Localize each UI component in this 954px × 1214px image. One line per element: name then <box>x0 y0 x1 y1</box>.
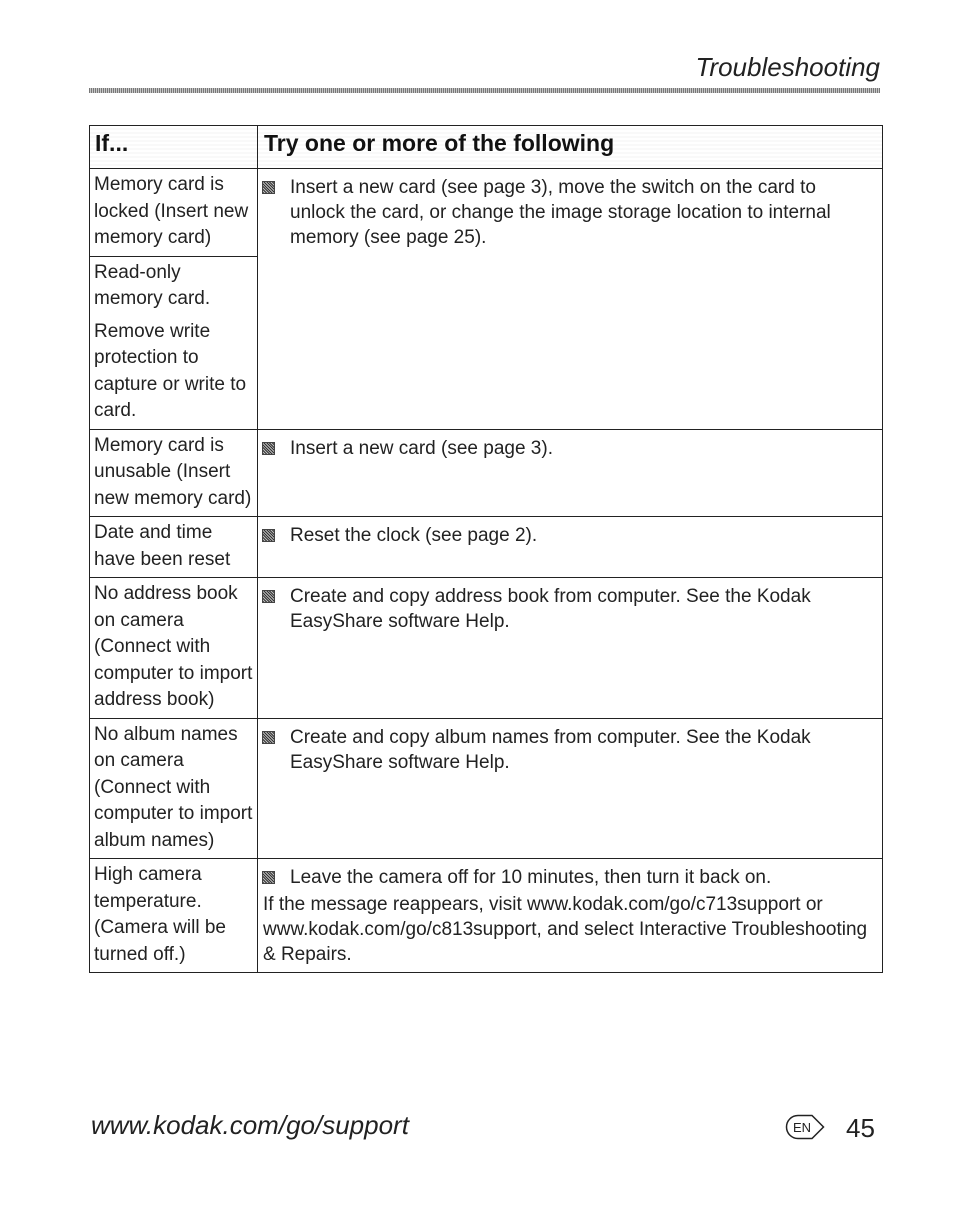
table-row <box>90 429 883 517</box>
solution-bullet <box>263 523 874 548</box>
solution-bullet <box>263 436 874 461</box>
condition-text: No address book on camera (Connect with computer to import address book) <box>94 583 253 710</box>
checkered-square-bullet-icon <box>263 591 274 602</box>
condition-text: Memory card is unusable (Insert new memory card) <box>94 434 252 509</box>
solution-text: Create and copy album names from computer. See the Kodak EasyShare software Help. <box>290 726 811 773</box>
solution-text: Insert a new card (see page 3). <box>290 437 553 459</box>
condition-text: No album names on camera (Connect with computer to import album names) <box>94 723 253 851</box>
solution-bullet <box>263 725 874 775</box>
language-badge <box>785 1114 825 1140</box>
checkered-square-bullet-icon <box>263 530 274 541</box>
solution-text: Create and copy address book from computer. See the Kodak EasyShare software Help. <box>290 586 811 632</box>
troubleshooting-table <box>89 125 883 973</box>
condition-cell <box>90 517 258 578</box>
solution-text: Leave the camera off for 10 minutes, then turn it back on. <box>290 867 772 888</box>
solution-text: Insert a new card (see page 3), move the switch on the card to unlock the card, or change the image storage location to internal memory (see page 25). <box>290 177 831 248</box>
checkered-square-bullet-icon <box>263 732 274 743</box>
checkered-square-bullet-icon <box>263 872 274 883</box>
solution-note: If the message reappears, visit www.kodak.com/go/c713support or www.kodak.com/go/c813support, and select Interactive Troubleshooting & Repairs. <box>263 894 868 965</box>
solution-cell <box>258 517 883 578</box>
solution-bullet <box>263 175 874 250</box>
solution-cell <box>258 859 883 973</box>
solution-cell <box>258 429 883 517</box>
condition-cell <box>90 578 258 719</box>
table-row <box>90 718 883 859</box>
solution-cell <box>258 718 883 859</box>
solution-text: Reset the clock (see page 2). <box>290 525 538 546</box>
badge-text: EN <box>792 1120 812 1135</box>
condition-text: Read-only memory card. <box>94 261 211 309</box>
condition-text: Date and time have been reset <box>94 522 231 570</box>
checkered-square-bullet-icon <box>263 443 274 454</box>
table-row <box>90 578 883 719</box>
table-row <box>90 517 883 578</box>
table-header-row <box>90 126 883 169</box>
page-number: 45 <box>846 1113 875 1143</box>
column-header-if: If... <box>90 126 258 169</box>
condition-cell <box>90 169 258 257</box>
condition-cell <box>90 718 258 859</box>
solution-cell <box>258 169 883 430</box>
table-row <box>90 169 883 257</box>
condition-cell <box>90 256 258 429</box>
condition-text: High camera temperature. (Camera will be turned off.) <box>94 864 226 965</box>
header-rule-divider <box>89 88 880 93</box>
solution-cell <box>258 578 883 719</box>
running-header-title: Troubleshooting <box>695 52 880 82</box>
condition-text: Memory card is locked (Insert new memory card) <box>94 174 249 248</box>
column-header-try: Try one or more of the following <box>258 126 883 169</box>
footer-support-url: www.kodak.com/go/support <box>91 1110 409 1140</box>
table-row <box>90 859 883 973</box>
solution-bullet <box>263 584 874 634</box>
condition-cell <box>90 429 258 517</box>
checkered-square-bullet-icon <box>263 182 274 193</box>
condition-cell <box>90 859 258 973</box>
condition-text: Remove write protection to capture or write to card. <box>94 320 247 421</box>
solution-bullet <box>263 865 874 890</box>
